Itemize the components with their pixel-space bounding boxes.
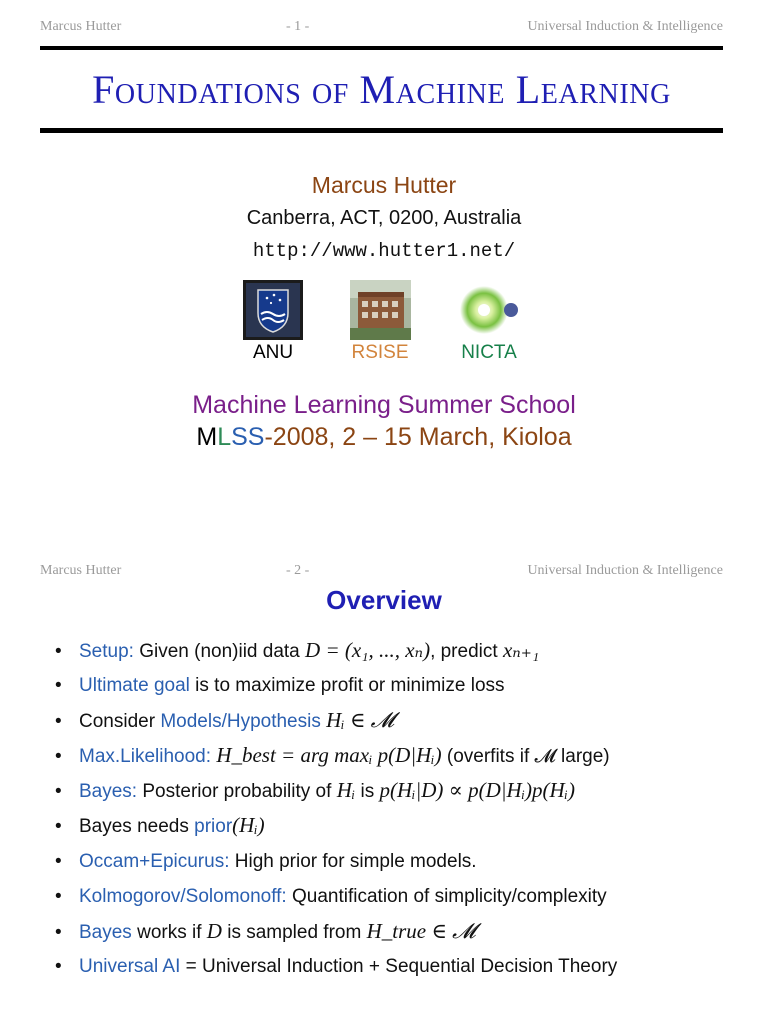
list-item: • Kolmogorov/Solomonoff: Quantification of simplicity/complexity: [55, 885, 607, 907]
mlss-l: L: [217, 423, 232, 451]
header-page-number: - 1 -: [286, 19, 310, 34]
header-author: Marcus Hutter: [40, 19, 122, 34]
slide2-header: [40, 563, 723, 583]
slide1-header: [40, 19, 723, 39]
list-item: • Bayes needs prior(Hᵢ): [55, 813, 265, 838]
header-page-number: - 2 -: [286, 563, 310, 578]
rsise-label: RSISE: [351, 342, 409, 363]
anu-logo-icon: [243, 280, 303, 340]
list-item: • Bayes: Posterior probability of Hᵢ is p(Hᵢ|D) ∝ p(D|Hᵢ)p(Hᵢ): [55, 778, 575, 803]
list-item: • Max.Likelihood: H_best = arg maxᵢ p(D|Hᵢ) (overfits if 𝓜 large): [55, 743, 610, 768]
list-item: • Setup: Given (non)iid data D = (x₁, ..., xₙ), predict xₙ₊₁: [55, 638, 540, 662]
nicta-label: NICTA: [461, 342, 517, 363]
rsise-building-icon: [350, 280, 411, 340]
mlss-ss: SS: [231, 423, 265, 451]
author-name: Marcus Hutter: [311, 172, 457, 198]
overview-title: Overview: [326, 585, 442, 615]
event-line: [0, 423, 768, 452]
list-item: • Consider Models/Hypothesis Hᵢ ∈ 𝓜: [55, 708, 395, 733]
overview-list: [55, 633, 617, 984]
slide-title: Foundations of Machine Learning: [92, 67, 671, 112]
author-url[interactable]: http://www.hutter1.net/: [252, 240, 516, 262]
list-item: • Bayes works if D is sampled from H_true ∈ 𝓜: [55, 918, 476, 943]
header-author: Marcus Hutter: [40, 563, 122, 578]
header-course: Universal Induction & Intelligence: [527, 19, 723, 34]
header-course: Universal Induction & Intelligence: [527, 563, 723, 578]
mlss-m: M: [196, 423, 218, 451]
author-address: Canberra, ACT, 0200, Australia: [246, 207, 522, 229]
list-item: • Universal AI = Universal Induction + Sequential Decision Theory: [55, 955, 618, 977]
event-dates: -2008, 2 – 15 March, Kioloa: [264, 423, 572, 451]
summer-school-name: Machine Learning Summer School: [192, 391, 576, 419]
list-item: • Occam+Epicurus: High prior for simple models.: [55, 850, 477, 872]
title-rule-top: [40, 46, 723, 50]
anu-label: ANU: [252, 342, 294, 363]
title-rule-bottom: [40, 128, 723, 133]
nicta-logo-icon: [455, 285, 521, 335]
list-item: • Ultimate goal is to maximize profit or minimize loss: [55, 675, 505, 697]
